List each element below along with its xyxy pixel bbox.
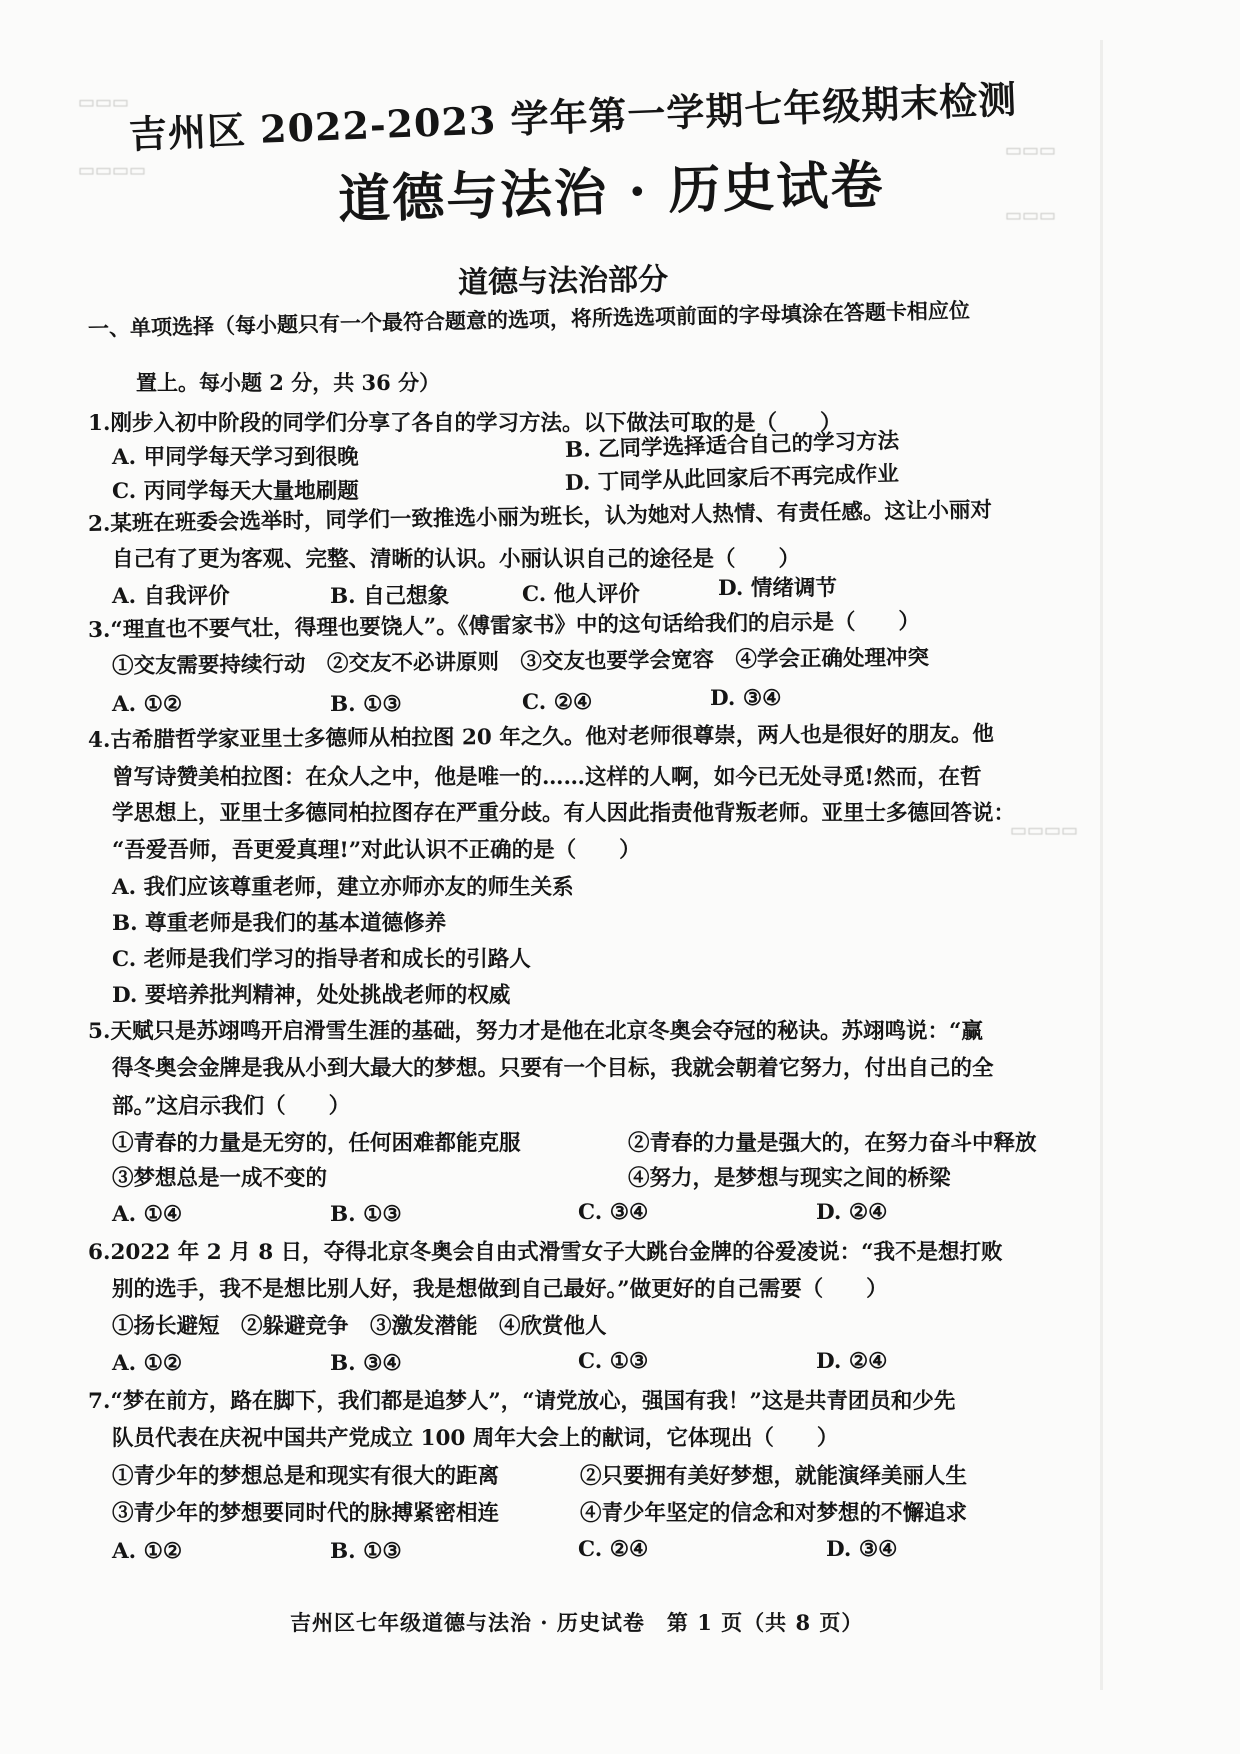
question-2-stem-cont: 自己有了更为客观、完整、清晰的认识。小丽认识自己的途径是（ ） [112, 547, 801, 572]
exam-title-line1: 吉州区 2022-2023 学年第一学期七年级期末检测 [128, 76, 1018, 158]
question-4-stem-cont: 曾写诗赞美柏拉图：在众人之中，他是唯一的……这样的人啊，如今已无处寻觅!然而，在哲 [112, 765, 982, 790]
question-number: 5. [88, 1019, 111, 1044]
question-text: 某班在班委会选举时，同学们一致推选小丽为班长，认为她对人热情、有责任感。这让小丽对 [110, 497, 993, 537]
bleed-through-text: ▭▭▭ [78, 92, 130, 113]
question-2-option-d[interactable]: D. 情绪调节 [718, 576, 837, 601]
paper-edge [1100, 40, 1103, 1690]
question-3-option-a[interactable]: A. ①② [112, 692, 183, 717]
question-text: “理直也不要气壮，得理也要饶人”。《傅雷家书》中的这句话给我们的启示是（ ） [110, 609, 921, 643]
page-footer: 吉州区七年级道德与法治 · 历史试卷 第 1 页（共 8 页） [290, 1610, 864, 1635]
question-text: 古希腊哲学家亚里士多德师从柏拉图 20 年之久。他对老师很尊崇，两人也是很好的朋友。他 [110, 721, 994, 753]
question-5-statement-3: ③梦想总是一成不变的 [112, 1166, 328, 1191]
question-number: 7. [88, 1389, 111, 1414]
question-6-option-b[interactable]: B. ③④ [330, 1351, 402, 1376]
question-7-option-c[interactable]: C. ②④ [578, 1537, 649, 1562]
question-text: “梦在前方，路在脚下，我们都是追梦人”，“请党放心，强国有我！”这是共青团员和少先 [110, 1389, 956, 1414]
question-4-option-a[interactable]: A. 我们应该尊重老师，建立亦师亦友的师生关系 [112, 875, 574, 900]
section-heading: 一、单项选择（每小题只有一个最符合题意的选项，将所选选项前面的字母填涂在答题卡相应位 [87, 297, 971, 341]
question-5-option-d[interactable]: D. ②④ [816, 1200, 888, 1225]
bleed-through-text: ▭▭▭▭ [1010, 820, 1079, 841]
question-4-stem [87, 721, 994, 753]
question-2-option-b[interactable]: B. 自己想象 [330, 584, 450, 609]
question-7-option-d[interactable]: D. ③④ [826, 1537, 898, 1562]
question-4-stem-cont: 学思想上，亚里士多德同柏拉图存在严重分歧。有人因此指责他背叛老师。亚里士多德回答说： [112, 801, 1016, 826]
question-4-stem-cont: “吾爱吾师，吾更爱真理!”对此认识不正确的是（ ） [112, 838, 641, 863]
question-5-statement-4: ④努力，是梦想与现实之间的桥梁 [628, 1166, 951, 1191]
question-text: 天赋只是苏翊鸣开启滑雪生涯的基础，努力才是他在北京冬奥会夺冠的秘诀。苏翊鸣说：“赢 [110, 1019, 983, 1044]
question-5-option-b[interactable]: B. ①③ [330, 1202, 402, 1227]
question-4-option-b[interactable]: B. 尊重老师是我们的基本道德修养 [112, 911, 447, 936]
question-5-statement-2: ②青春的力量是强大的，在努力奋斗中释放 [628, 1131, 1037, 1156]
question-7-statement-2: ②只要拥有美好梦想，就能演绎美丽人生 [580, 1464, 968, 1489]
question-5-statement-1: ①青春的力量是无穷的，任何困难都能克服 [112, 1131, 521, 1156]
question-6-stem-cont: 别的选手，我不是想比别人好，我是想做到自己最好。”做更好的自己需要（ ） [112, 1277, 888, 1302]
question-6-option-d[interactable]: D. ②④ [816, 1349, 888, 1374]
question-6-option-a[interactable]: A. ①② [112, 1351, 183, 1376]
question-6-statements: ①扬长避短 ②躲避竞争 ③激发潜能 ④欣赏他人 [112, 1314, 607, 1339]
question-6-option-c[interactable]: C. ①③ [578, 1349, 649, 1374]
section-heading-cont: 置上。每小题 2 分，共 36 分） [136, 370, 441, 395]
question-5-option-a[interactable]: A. ①④ [112, 1202, 183, 1227]
section-title: 道德与法治部分 [457, 262, 669, 301]
question-text: 刚步入初中阶段的同学们分享了各自的学习方法。以下做法可取的是（ ） [110, 411, 842, 436]
question-1-option-c[interactable]: C. 丙同学每天大量地刷题 [112, 479, 359, 504]
question-5-stem-cont: 部。”这启示我们（ ） [112, 1094, 351, 1119]
question-7-option-a[interactable]: A. ①② [112, 1539, 183, 1564]
question-1-stem [88, 413, 841, 435]
question-1-option-a[interactable]: A. 甲同学每天学习到很晚 [112, 445, 359, 470]
question-number: 4. [87, 727, 111, 753]
question-3-stem [88, 611, 920, 641]
question-number: 6. [88, 1240, 111, 1265]
question-7-statement-3: ③青少年的梦想要同时代的脉搏紧密相连 [112, 1501, 500, 1526]
question-text: 2022 年 2 月 8 日，夺得北京冬奥会自由式滑雪女子大跳台金牌的谷爱凌说：“我不是想打败 [110, 1240, 1003, 1265]
question-7-statement-4: ④青少年坚定的信念和对梦想的不懈追求 [580, 1501, 968, 1526]
question-3-option-d[interactable]: D. ③④ [710, 686, 782, 711]
question-7-option-b[interactable]: B. ①③ [330, 1539, 402, 1564]
question-number: 3. [87, 617, 111, 643]
question-2-option-c[interactable]: C. 他人评价 [522, 582, 640, 607]
question-7-stem-cont: 队员代表在庆祝中国共产党成立 100 周年大会上的献词，它体现出（ ） [112, 1426, 839, 1451]
question-1-option-b[interactable]: B. 乙同学选择适合自己的学习方法 [564, 428, 900, 463]
bleed-through-text: ▭▭▭ [1005, 205, 1057, 226]
question-2-stem [87, 497, 993, 537]
question-1-option-d[interactable]: D. 丁同学从此回家后不再完成作业 [564, 461, 900, 496]
question-7-statement-1: ①青少年的梦想总是和现实有很大的距离 [112, 1464, 500, 1489]
bleed-through-text: ▭▭▭ [1005, 140, 1057, 161]
question-3-option-c[interactable]: C. ②④ [522, 690, 593, 715]
question-3-option-b[interactable]: B. ①③ [330, 692, 402, 717]
exam-title-line2: 道德与法治 · 历史试卷 [337, 154, 886, 231]
question-3-statements: ①交友需要持续行动 ②交友不必讲原则 ③交友也要学会宽容 ④学会正确处理冲突 [111, 645, 930, 679]
question-6-stem [88, 1242, 1003, 1264]
question-4-option-d[interactable]: D. 要培养批判精神，处处挑战老师的权威 [112, 983, 511, 1008]
question-7-stem [88, 1391, 955, 1413]
question-number: 2. [87, 511, 111, 537]
question-2-option-a[interactable]: A. 自我评价 [112, 584, 230, 609]
question-number: 1. [88, 411, 111, 436]
question-5-stem-cont: 得冬奥会金牌是我从小到大最大的梦想。只要有一个目标，我就会朝着它努力，付出自己的全 [112, 1056, 994, 1081]
question-4-option-c[interactable]: C. 老师是我们学习的指导者和成长的引路人 [112, 947, 531, 972]
question-5-option-c[interactable]: C. ③④ [578, 1200, 649, 1225]
bleed-through-text: ▭▭▭▭ [78, 160, 147, 181]
question-5-stem [88, 1021, 983, 1043]
